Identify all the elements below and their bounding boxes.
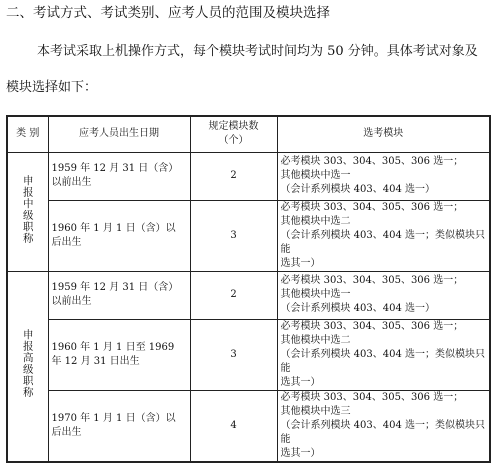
candidate-line: 1959 年 12 月 31 日（含） [51,282,179,293]
selection-line: 必考模块 303、304、305、306 选一； [280,391,464,403]
module-count-cell: 2 [190,152,277,200]
candidate-cell [48,271,190,319]
selection-line: 必考模块 303、304、305、306 选一； [280,201,464,213]
module-count-cell: 3 [190,319,277,390]
candidate-line: 以前出生 [51,296,92,307]
candidate-line: 以前出生 [51,177,92,188]
intro-paragraph-line-1: 本考试采取上机操作方式，每个模块考试时间均为 50 分钟。具体考试对象及 [37,44,478,59]
candidate-cell [48,200,190,271]
candidate-cell [48,390,190,462]
table-row [7,319,490,390]
header-required-line-1: 规定模块数 [208,121,259,133]
candidate-line: 1960 年 1 月 1 日至 1969 [51,341,175,353]
selection-line: 其他模块中选三 [280,405,351,417]
selection-line: （会计系列模块 403、404 选一） [280,303,436,314]
selection-line: 选其一） [280,447,321,459]
candidate-line: 1960 年 1 月 1 日（含）以 [51,222,176,234]
table-row [7,200,490,271]
selection-line: 其他模块中选一 [280,289,351,300]
selection-line: 必考模块 303、304、305、306 选一； [280,156,464,167]
intro-paragraph-line-2: 模块选择如下： [6,80,98,95]
module-count-cell: 4 [190,390,277,462]
table-row [7,390,490,462]
selection-cell [277,271,490,319]
selection-line: （会计系列模块 403、404 选一） [280,184,436,195]
category-label: 申报高级职称 [21,329,34,398]
selection-line: （会计系列模块 403、404 选一；类似模块只能 [280,229,486,255]
module-count-cell: 3 [190,200,277,271]
selection-line: 选其一） [280,257,321,269]
table-row [7,152,490,200]
selection-line: 必考模块 303、304、305、306 选一； [280,275,464,286]
selection-cell [277,319,490,390]
selection-line: （会计系列模块 403、404 选一；类似模块只能 [280,419,486,445]
table-header-row [7,116,490,152]
header-category: 类 别 [7,116,48,152]
header-required-count [190,116,277,152]
candidate-line: 后出生 [51,236,82,248]
selection-line: 选其一） [280,376,321,388]
candidate-line: 年 12 月 31 日出生 [51,355,140,367]
header-required-line-2: （个） [218,135,249,147]
selection-cell [277,152,490,200]
candidate-line: 1970 年 1 月 1 日（含）以 [51,412,176,424]
category-cell-senior [7,271,48,462]
selection-cell [277,200,490,271]
selection-line: 必考模块 303、304、305、306 选一； [280,320,464,332]
candidate-line: 后出生 [51,426,82,438]
candidate-cell [48,152,190,200]
category-label: 申报中级职称 [21,174,34,244]
selection-cell [277,390,490,462]
header-candidates: 应考人员出生日期 [48,116,190,152]
module-count-cell: 2 [190,271,277,319]
selection-line: （会计系列模块 403、404 选一；类似模块只能 [280,348,486,374]
candidate-line: 1959 年 12 月 31 日（含） [51,163,179,174]
selection-line: 其他模块中选二 [280,334,351,346]
header-selection: 选考模块 [277,116,490,152]
selection-line: 其他模块中选二 [280,215,351,227]
category-cell-intermediate [7,152,48,271]
exam-module-table [6,115,491,463]
table-row [7,271,490,319]
selection-line: 其他模块中选一 [280,170,351,181]
candidate-cell [48,319,190,390]
section-heading: 二、考试方式、考试类别、应考人员的范围及模块选择 [6,5,330,21]
